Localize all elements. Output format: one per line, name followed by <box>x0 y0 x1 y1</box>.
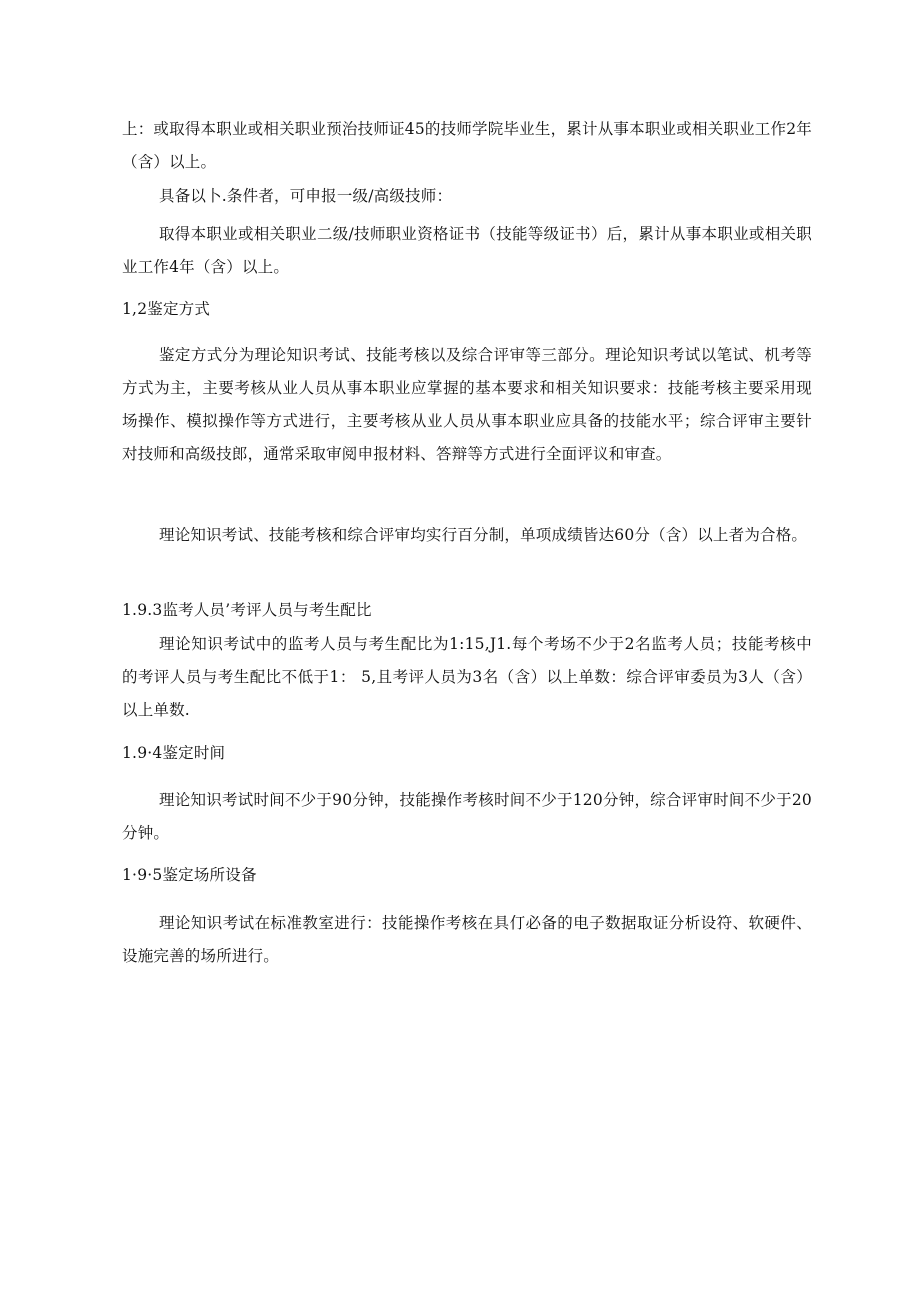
paragraph-continuation: 上：或取得本职业或相关职业预治技师证45的技师学院毕业生，累计从事本职业或相关职业工作2年（含）以上。 <box>122 120 812 171</box>
paragraph-level1-intro: 具备以卜.条件者，可申报一级/高级技师： <box>159 187 453 205</box>
paragraph-time: 理论知识考试时间不少于90分钟，技能操作考核时间不少于120分钟，综合评审时间不少于20分钟。 <box>122 791 812 842</box>
paragraph-level1-condition: 取得本职业或相关职业二级/技师职业资格证书（技能等级证书）后，累计从事本职业或相关职业工作4年（含）以上。 <box>122 225 812 276</box>
paragraph-method: 鉴定方式分为理论知识考试、技能考核以及综合评审等三部分。理论知识考试以笔试、机考等方式为主，主要考核从业人员从事本职业应掌握的基本要求和相关知识要求：技能考核主要采用现场操作、模拟操作等方式进行，主要考核从业人员从事本职业应具备的技能水平；综合评审主要针对技师和高级技郎，通常采取审阅申报材料、答辩等方式进行全面评议和审查。 <box>122 346 812 463</box>
paragraph-venue: 理论知识考试在标准教室进行：技能操作考核在具仃必备的电子数据取证分析设符、软硬件、设施完善的场所进行。 <box>122 914 812 965</box>
paragraph-scoring: 理论知识考试、技能考核和综合评审均实行百分制，单项成绩皆达60分（含）以上者为合格。 <box>159 526 808 544</box>
paragraph-ratio: 理论知识考试中的监考人员与考生配比为1:15,J1.每个考场不少于2名监考人员；技能考核中的考评人员与考生配比不低于1： 5,且考评人员为3名（含）以上单数：综合评审委员为3人（含）以上单数. <box>122 635 812 719</box>
section-heading-method: 1,2鉴定方式 <box>122 300 211 318</box>
section-heading-ratio: 1.9.3监考人员’考评人员与考生配比 <box>122 601 372 619</box>
section-heading-time: 1.9·4鉴定时间 <box>122 744 226 762</box>
section-heading-venue: 1·9·5鉴定场所设备 <box>122 866 257 884</box>
